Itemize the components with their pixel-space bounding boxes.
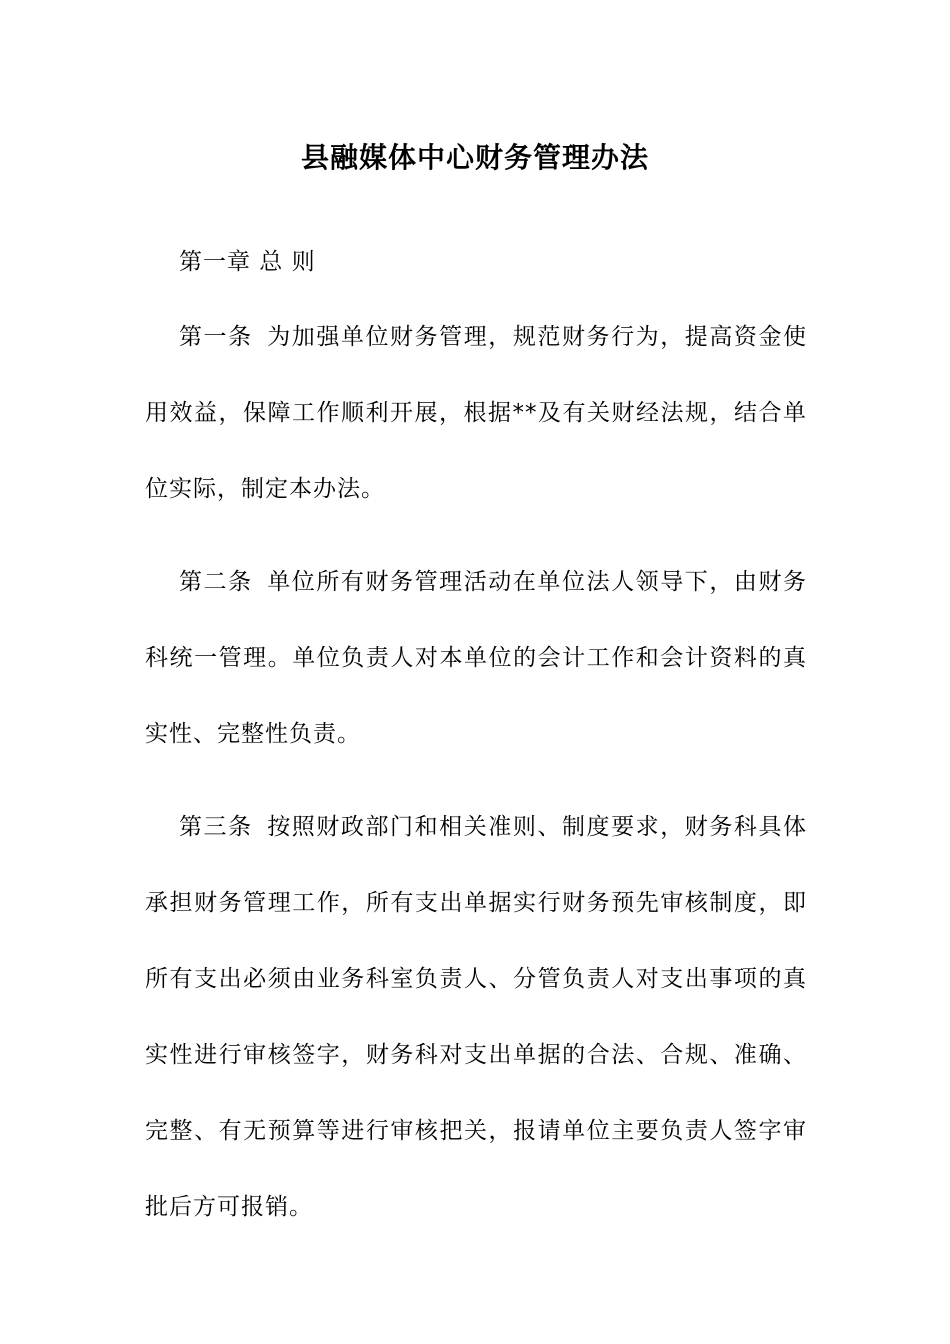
article-3-text: 按照财政部门和相关准则、制度要求，财务科具体承担财务管理工作，所有支出单据实行财务预先审核制度，即所有支出必须由业务科室负责人、分管负责人对支出事项的真实性进行审核签字，财务科对支出单据的合法、合规、准确、完整、有无预算等进行审核把关，报请单位主要负责人签字审批后方可报销。 — [145, 814, 808, 1220]
article-3 — [145, 789, 807, 1245]
article-2-text: 单位所有财务管理活动在单位法人领导下，由财务科统一管理。单位负责人对本单位的会计工作和会计资料的真实性、完整性负责。 — [145, 569, 808, 747]
chapter-heading: 第一章 总 则 — [179, 249, 316, 275]
article-2-label: 第二条 — [179, 569, 253, 595]
document-title: 县融媒体中心财务管理办法 — [300, 141, 649, 174]
document-body — [145, 242, 807, 1262]
article-3-label: 第三条 — [179, 814, 253, 840]
article-1-text: 为加强单位财务管理，规范财务行为，提高资金使用效益，保障工作顺利开展，根据**及有关财经法规，结合单位实际，制定本办法。 — [145, 324, 808, 502]
article-2 — [145, 544, 807, 772]
article-1-label: 第一条 — [179, 324, 253, 350]
article-1 — [145, 299, 807, 527]
